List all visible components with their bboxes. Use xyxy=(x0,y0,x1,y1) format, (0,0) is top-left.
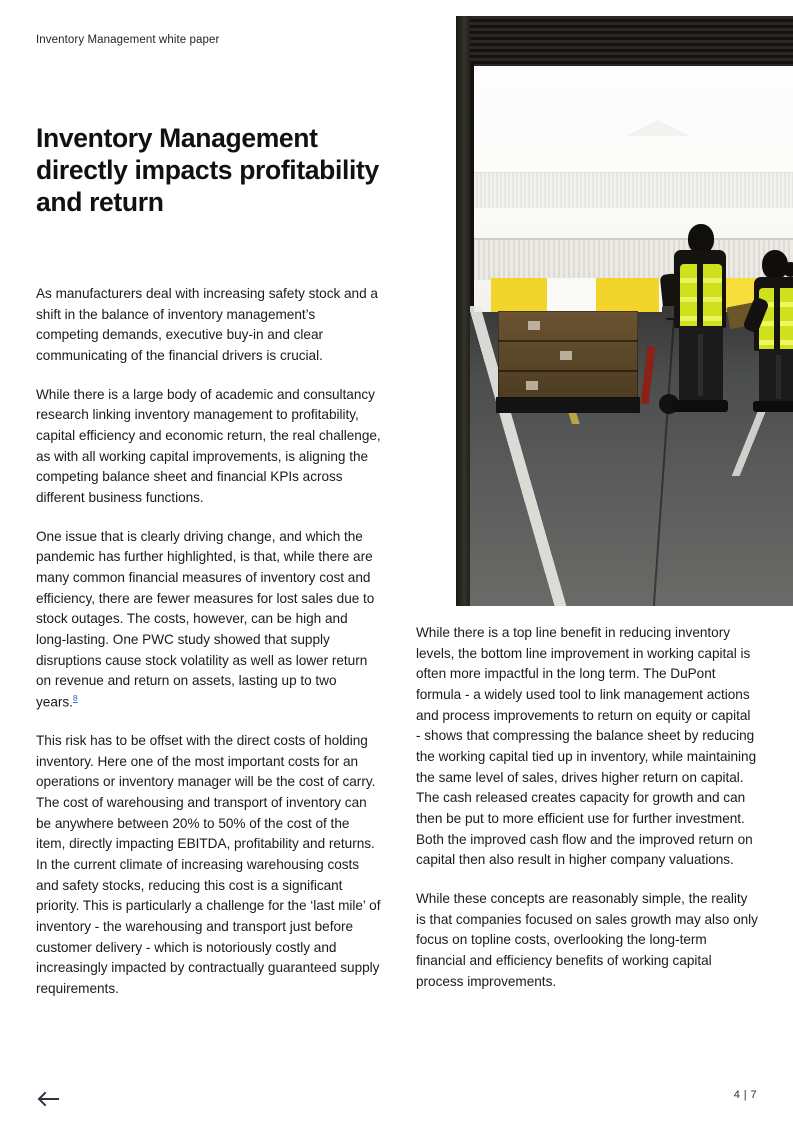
back-button[interactable] xyxy=(36,1088,62,1110)
photo-door-frame-left xyxy=(456,16,470,606)
photo-carton-label xyxy=(528,321,540,330)
photo-worker-two-legs xyxy=(759,349,793,405)
page-indicator: 4 | 7 xyxy=(733,1089,757,1101)
photo-roller-shutter xyxy=(468,16,793,66)
photo-far-hangar xyxy=(470,172,793,208)
running-head: Inventory Management white paper xyxy=(36,34,220,46)
photo-worker-two-head xyxy=(762,250,788,280)
paragraph-text: One issue that is clearly driving change, and which the pandemic has further highlighted, is that, while there are many common financial measures of inventory cost and efficiency, there are fewer measures for lost sales due to stock outages. The costs, however, can be high and long-lasting. One PWC study showed that supply disruptions cause stock volatility as well as lower return on revenue and return on assets, lasting up to two years. xyxy=(36,528,375,710)
photo-mid-building xyxy=(470,238,793,280)
paragraph-with-footnote xyxy=(36,527,381,713)
photo-carton-stack xyxy=(498,311,638,399)
page-title: Inventory Management directly impacts profitability and return xyxy=(36,122,379,218)
footnote-reference-link[interactable]: 8 xyxy=(72,692,78,703)
paragraph: While these concepts are reasonably simple, the reality is that companies focused on sales growth may also only focus on topline costs, overlooking the long-term financial and efficiency benefits of working capital process improvements. xyxy=(416,890,758,989)
photo-worker-one-shoes xyxy=(672,400,728,412)
photo-carton-label xyxy=(560,351,572,360)
photo-worker-one-legs xyxy=(679,326,723,404)
paragraph: While there is a top line benefit in reducing inventory levels, the bottom line improvement in working capital is often more impactful in the long term. The DuPont formula - a widely used tool to link management actions and process improvements to return on equity or capital - shows that compressing the balance sheet by reducing the working capital tied up in inventory, while maintaining the same level of sales, drives higher return on capital. The cash released creates capacity for growth and can then be put to more efficient use for further investment. Both the improved cash flow and the improved return on capital then also result in higher company valuations. xyxy=(416,625,757,868)
hero-image xyxy=(456,16,793,606)
photo-worker-two-shoes xyxy=(753,401,793,412)
photo-pallet xyxy=(496,397,640,413)
photo-far-roof xyxy=(626,120,690,136)
photo-carton-label xyxy=(526,381,538,390)
paragraph: This risk has to be offset with the direct costs of holding inventory. Here one of the most important costs for an operations or inventory manager will be the cost of carry. The cost of warehousing and transport of inventory can be anywhere between 20% to 50% of the cost of the item, directly impacting EBITDA, profitability and returns. In the current climate of increasing warehousing costs and safety stocks, reducing this cost is a significant priority. This is particularly a challenge for the ‘last mile’ of inventory - the warehousing and transport just before customer delivery - which is notoriously costly and increasingly impacted by contractually guaranteed supply requirements. xyxy=(36,733,381,996)
body-column-left xyxy=(36,284,381,1000)
photo-worker-one-vest-opening xyxy=(697,264,703,330)
body-column-right xyxy=(416,623,758,992)
arrow-left-icon xyxy=(36,1091,60,1107)
photo-worker-two-vest-opening xyxy=(774,288,780,352)
paragraph: While there is a large body of academic and consultancy research linking inventory management to profitability, capital efficiency and economic return, the real challenge, as with all working capital improvements, is aligning the competing balance sheet and financial KPIs across different business functions. xyxy=(36,386,381,505)
warehouse-dock-photo xyxy=(456,16,793,606)
paragraph: As manufacturers deal with increasing safety stock and a shift in the balance of inventory management’s competing demands, executive buy-in and clear communicating of the financial drivers is crucial. xyxy=(36,286,378,363)
